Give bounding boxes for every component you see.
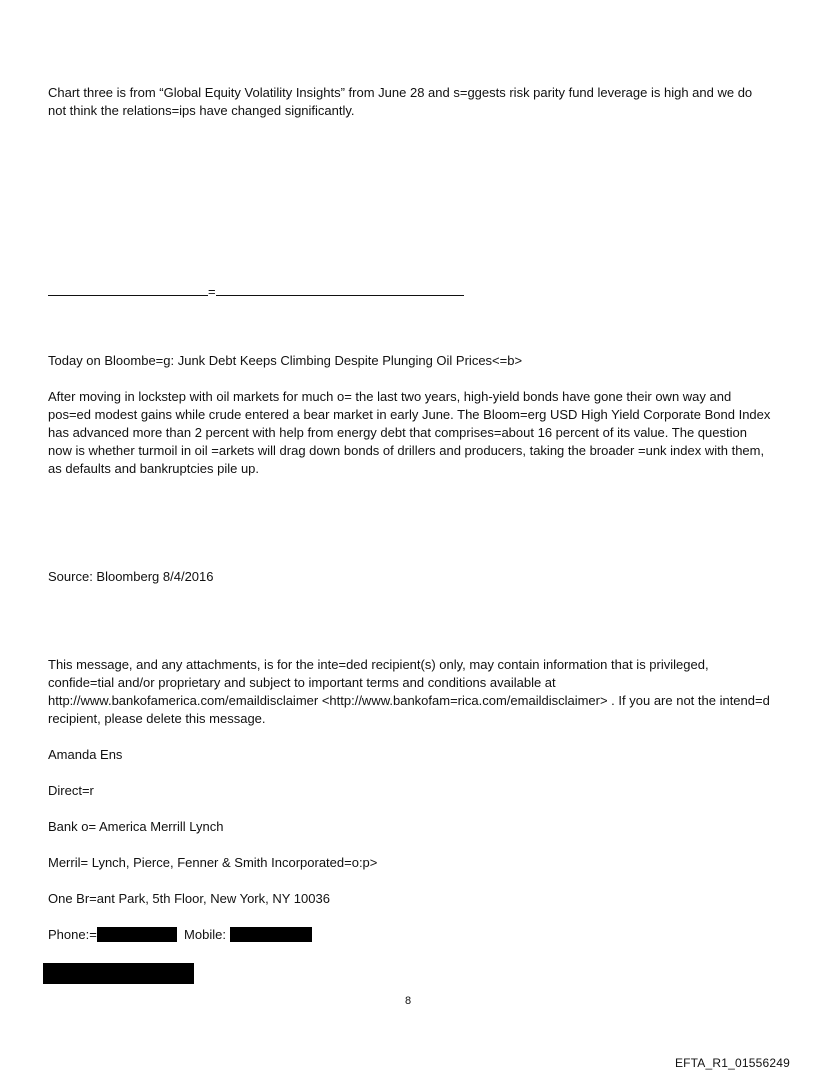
signature-entity: Merril= Lynch, Pierce, Fenner & Smith Incorporated=o:p> [48, 855, 378, 870]
article-headline: Today on Bloombe=g: Junk Debt Keeps Climbing Despite Plunging Oil Prices<=b> [48, 353, 523, 368]
separator-mark: = [208, 284, 216, 299]
article-body-paragraph: After moving in lockstep with oil markets for much o= the last two years, high-yield bonds have gone their own way and pos=ed modest gains while crude entered a bear market in early June. The Bloom=erg USD High Yield Corporate Bond Index has advanced more than 2 percent with help from energy debt that comprises=about 16 percent of its value. The question now is whether turmoil in oil =arkets will drag down bonds of drillers and producers, taking the broader =unk index with them, as defaults and bankruptcies pile up. [48, 389, 771, 476]
bates-number: EFTA_R1_01556249 [674, 1056, 790, 1070]
separator-right-rule [216, 284, 464, 296]
disclaimer-paragraph: This message, and any attachments, is for the inte=ded recipient(s) only, may contain information that is privileged, confide=tial and/or proprietary and subject to important terms and conditions available at http://www.bankofamerica.com/emaildisclaimer <http://www.bankofam=rica.com/emaildisclaimer> . If you are not the intend=d recipient, please delete this message. [48, 657, 770, 726]
signature-name: Amanda Ens [48, 747, 123, 762]
source-line: Source: Bloomberg 8/4/2016 [48, 569, 214, 584]
signature-company: Bank o= America Merrill Lynch [48, 819, 224, 834]
signature-phone-line [48, 926, 773, 944]
separator-line [48, 284, 464, 299]
phone-label: Phone:= [48, 927, 97, 942]
signature-address: One Br=ant Park, 5th Floor, New York, NY 10036 [48, 891, 330, 906]
mobile-label: Mobile: [184, 927, 226, 942]
phone-redaction [97, 927, 177, 942]
email-redaction [43, 963, 194, 984]
mobile-redaction [230, 927, 312, 942]
signature-title: Direct=r [48, 783, 94, 798]
page-number: 8 [404, 995, 412, 1007]
chart-three-paragraph: Chart three is from “Global Equity Volatility Insights” from June 28 and s=ggests risk parity fund leverage is high and we do not think the relations=ips have changed significantly. [48, 85, 753, 118]
separator-left-rule [48, 284, 208, 296]
